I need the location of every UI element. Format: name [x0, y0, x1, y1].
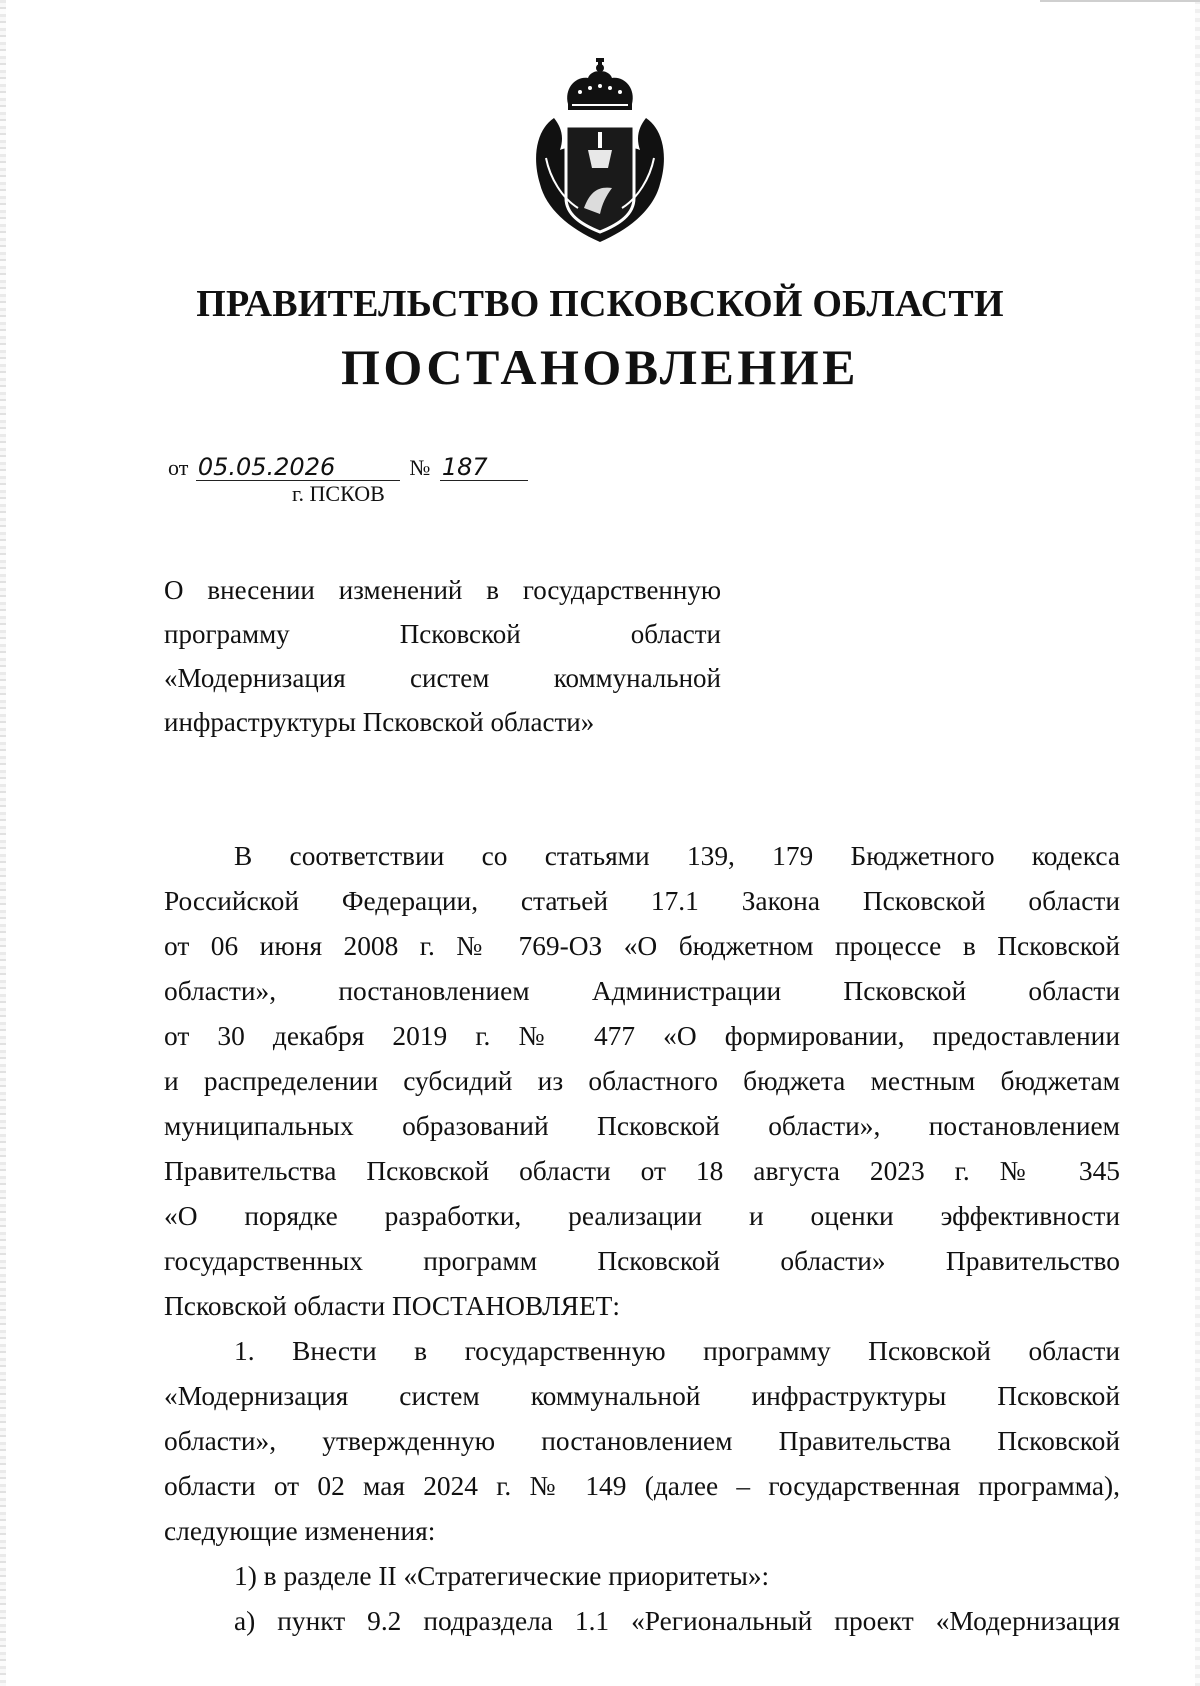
pskov-coat-of-arms-icon [528, 58, 672, 244]
subject-line: О внесении изменений в государственную [164, 575, 721, 605]
body-line: «Модернизация систем коммунальной инфраструктуры Псковской [164, 1381, 1120, 1411]
body-line: от 30 декабря 2019 г. № 477 «О формировании, предоставлении [164, 1021, 1120, 1051]
document-number: 187 [440, 454, 528, 481]
document-subject [164, 568, 721, 744]
body-line: следующие изменения: [164, 1516, 436, 1546]
document-body [164, 834, 1120, 1644]
body-line: государственных программ Псковской области» Правительство [164, 1246, 1120, 1276]
body-line: и распределении субсидий из областного бюджета местным бюджетам [164, 1066, 1120, 1096]
government-title: ПРАВИТЕЛЬСТВО ПСКОВСКОЙ ОБЛАСТИ [196, 283, 1004, 325]
body-line: муниципальных образований Псковской области», постановлением [164, 1111, 1120, 1141]
body-line: «О порядке разработки, реализации и оценки эффективности [164, 1201, 1120, 1231]
scan-edge-left [0, 0, 6, 1686]
body-line: 1) в разделе II «Стратегические приоритеты»: [234, 1561, 770, 1591]
scan-edge-top [1040, 0, 1200, 2]
body-line: области от 02 мая 2024 г. № 149 (далее – государственная программа), [164, 1471, 1120, 1501]
body-line: от 06 июня 2008 г. № 769-ОЗ «О бюджетном процессе в Псковской [164, 931, 1120, 961]
body-line: Российской Федерации, статьей 17.1 Закона Псковской области [164, 886, 1120, 916]
body-line: а) пункт 9.2 подраздела 1.1 «Региональный проект «Модернизация [234, 1606, 1120, 1636]
body-line: Правительства Псковской области от 18 августа 2023 г. № 345 [164, 1156, 1120, 1186]
city-label: г. ПСКОВ [292, 481, 385, 506]
subject-line: программу Псковской области [164, 619, 721, 649]
body-line: Псковской области ПОСТАНОВЛЯЕТ: [164, 1291, 621, 1321]
body-line: В соответствии со статьями 139, 179 Бюджетного кодекса [234, 841, 1120, 871]
subject-line: инфраструктуры Псковской области» [164, 707, 595, 737]
document-type-title: ПОСТАНОВЛЕНИЕ [341, 339, 859, 395]
date-prefix: от [168, 455, 189, 480]
number-prefix: № [409, 455, 431, 480]
scan-edge-right [1195, 0, 1200, 1686]
document-date: 05.05.2026 [196, 454, 400, 481]
date-number-line [168, 454, 528, 481]
body-line: области», утвержденную постановлением Правительства Псковской [164, 1426, 1120, 1456]
body-line: 1. Внести в государственную программу Псковской области [234, 1336, 1120, 1366]
subject-line: «Модернизация систем коммунальной [164, 663, 721, 693]
body-line: области», постановлением Администрации Псковской области [164, 976, 1120, 1006]
